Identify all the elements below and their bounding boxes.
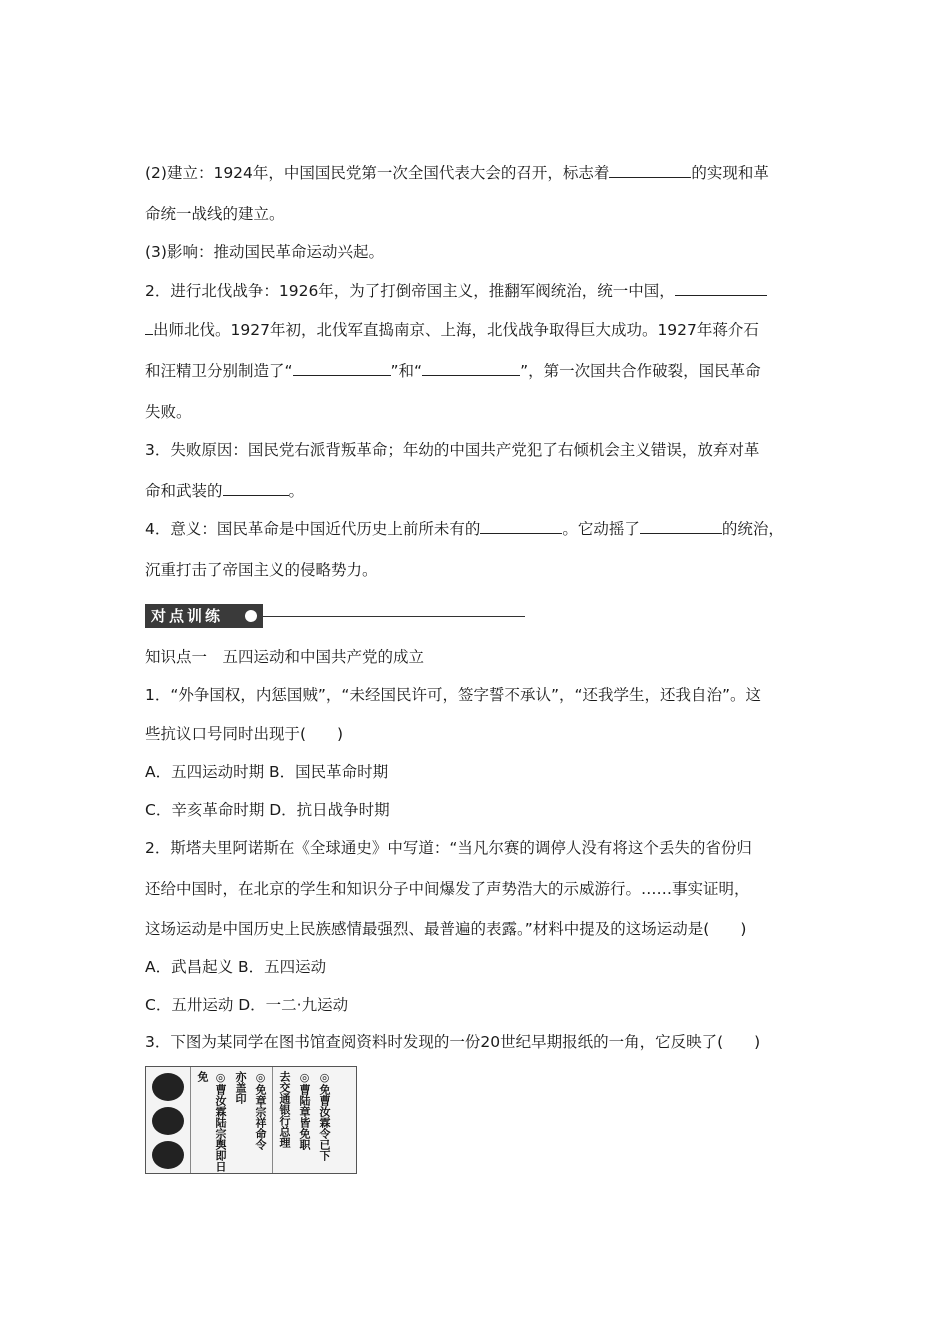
text-line-5 [145, 320, 759, 340]
question-2-options-cd: C．五卅运动 D．一二·九运动 [145, 996, 349, 1014]
text-span: 4．意义：国民革命是中国近代历史上前所未有的 [145, 520, 481, 538]
newspaper-column: 亦盖印 [234, 1071, 247, 1104]
question-1-options-cd: C．辛亥革命时期 D．抗日战争时期 [145, 801, 390, 819]
text-span: 。它动摇了 [562, 520, 640, 538]
fill-blank [293, 361, 391, 376]
portrait-photo [152, 1073, 184, 1101]
text-span: 命和武装的 [145, 482, 223, 500]
fill-blank [145, 320, 153, 335]
text-line-4 [145, 281, 767, 301]
text-span: 的实现和革 [691, 164, 769, 182]
text-line-10 [145, 519, 784, 539]
fill-blank [609, 163, 691, 178]
text-line-9 [145, 481, 304, 501]
text-span: ”和“ [390, 362, 423, 380]
text-span: 和汪精卫分别制造了“ [145, 362, 293, 380]
section-title: 对点训练 [145, 604, 263, 628]
text-line-8: 3．失败原因：国民党右派背叛革命；年幼的中国共产党犯了右倾机会主义错误，放弃对革 [145, 441, 760, 459]
question-2-line-2: 还给中国时，在北京的学生和知识分子中间爆发了声势浩大的示威游行。……事实证明， [145, 880, 750, 898]
column-divider [190, 1067, 191, 1173]
newspaper-column: ◎曹汝霖陆宗舆即日 [214, 1071, 227, 1172]
question-2-options-ab: A．武昌起义 B．五四运动 [145, 958, 327, 976]
text-line-2: 命统一战线的建立。 [145, 205, 285, 223]
portrait-photo [152, 1107, 184, 1135]
question-1-line-1: 1．“外争国权，内惩国贼”，“未经国民许可，签字誓不承认”，“还我学生，还我自治”。这 [145, 686, 762, 704]
newspaper-column: ◎曹陆章皆免职 [298, 1071, 311, 1150]
question-1-options-ab: A．五四运动时期 B．国民革命时期 [145, 763, 389, 781]
text-line-6 [145, 361, 761, 381]
fill-blank [480, 519, 562, 534]
text-span: ”，第一次国共合作破裂，国民革命 [520, 362, 761, 380]
column-divider [272, 1067, 273, 1173]
section-divider [263, 616, 525, 617]
knowledge-point-heading: 知识点一 五四运动和中国共产党的成立 [145, 648, 425, 666]
newspaper-column: ◎免章宗祥命令 [254, 1071, 267, 1150]
newspaper-clipping-image [145, 1066, 357, 1174]
newspaper-column: ◎免曹汝霖令已下 [318, 1071, 331, 1161]
fill-blank [675, 281, 767, 296]
text-line-11: 沉重打击了帝国主义的侵略势力。 [145, 561, 378, 579]
text-span: 。 [288, 482, 305, 500]
text-span: (2)建立：1924年，中国国民党第一次全国代表大会的召开，标志着 [145, 164, 610, 182]
fill-blank [223, 481, 289, 496]
text-line-7: 失败。 [145, 403, 192, 421]
text-span: 出师北伐。1927年初，北伐军直捣南京、上海，北伐战争取得巨大成功。1927年蒋介石 [153, 321, 759, 339]
fill-blank [422, 361, 520, 376]
text-line-1 [145, 163, 769, 183]
question-2-line-3: 这场运动是中国历史上民族感情最强烈、最普遍的表露。”材料中提及的这场运动是( ) [145, 920, 747, 938]
bullet-dot-icon [245, 610, 257, 622]
section-header [145, 604, 525, 628]
newspaper-column: 去交通银行总理 [278, 1071, 291, 1148]
text-span: 2．进行北伐战争：1926年，为了打倒帝国主义，推翻军阀统治，统一中国， [145, 282, 675, 300]
question-3-line-1: 3．下图为某同学在图书馆查阅资料时发现的一份20世纪早期报纸的一角，它反映了( ) [145, 1033, 761, 1051]
portrait-photo [152, 1141, 184, 1169]
text-span: 的统治， [721, 520, 784, 538]
text-line-3: (3)影响：推动国民革命运动兴起。 [145, 243, 384, 261]
question-1-line-2: 些抗议口号同时出现于( ) [145, 725, 344, 743]
question-2-line-1: 2．斯塔夫里阿诺斯在《全球通史》中写道：“当凡尔赛的调停人没有将这个丢失的省份归 [145, 839, 752, 857]
fill-blank [640, 519, 722, 534]
newspaper-column: 免 [196, 1071, 209, 1082]
